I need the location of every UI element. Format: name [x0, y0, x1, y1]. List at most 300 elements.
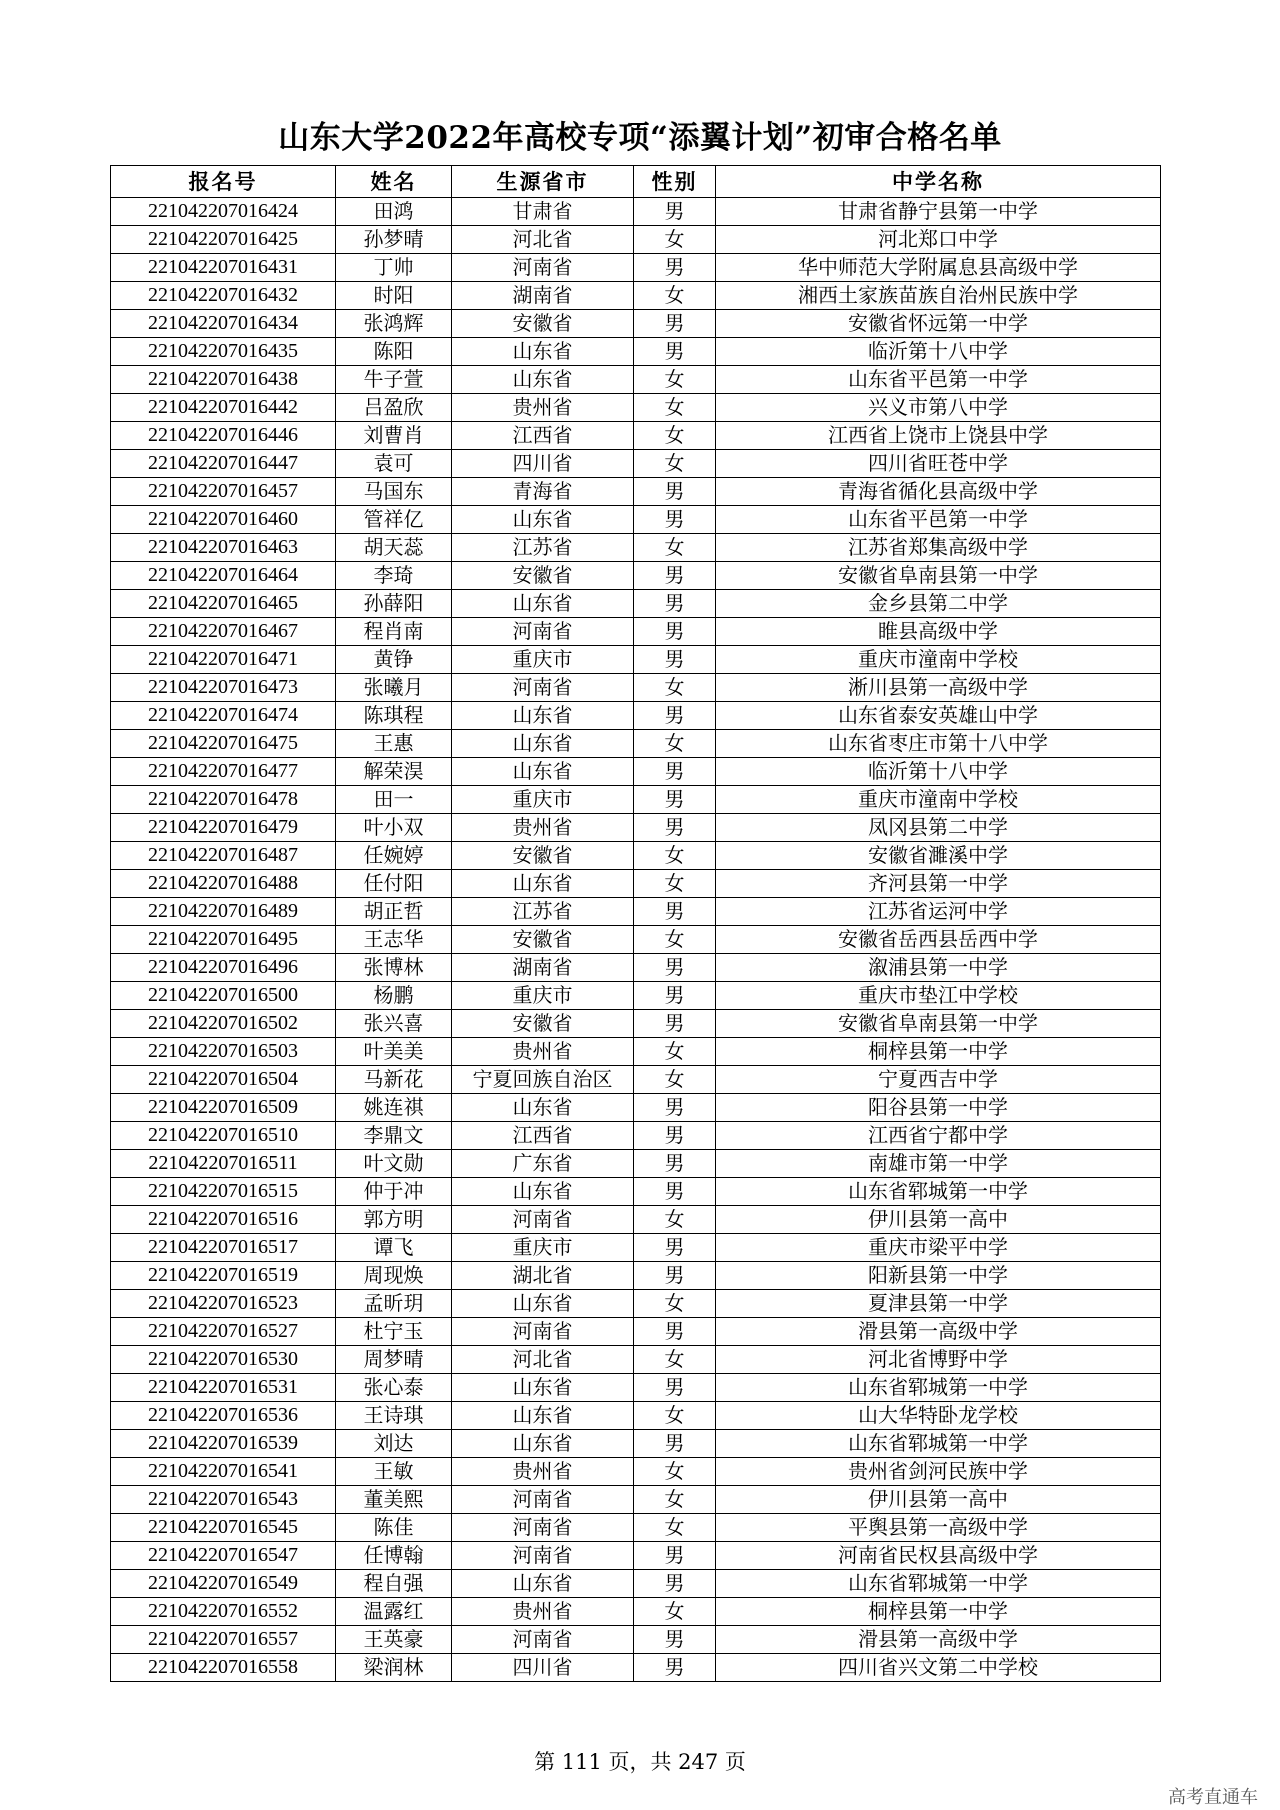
registration-number-cell: 221042207016536: [111, 1402, 336, 1430]
name-cell: 梁润林: [336, 1654, 452, 1682]
gender-cell: 男: [634, 1654, 716, 1682]
registration-number-cell: 221042207016517: [111, 1234, 336, 1262]
gender-cell: 女: [634, 422, 716, 450]
school-cell: 溆浦县第一中学: [716, 954, 1161, 982]
school-cell: 桐梓县第一中学: [716, 1038, 1161, 1066]
table-row: [111, 198, 1161, 226]
province-cell: 山东省: [452, 590, 634, 618]
registration-number-cell: 221042207016489: [111, 898, 336, 926]
table-row: [111, 338, 1161, 366]
province-cell: 广东省: [452, 1150, 634, 1178]
province-cell: 河南省: [452, 1542, 634, 1570]
gender-cell: 女: [634, 394, 716, 422]
province-cell: 贵州省: [452, 1598, 634, 1626]
school-cell: 安徽省濉溪中学: [716, 842, 1161, 870]
registration-number-cell: 221042207016465: [111, 590, 336, 618]
table-row: [111, 926, 1161, 954]
province-cell: 江西省: [452, 1122, 634, 1150]
name-cell: 陈阳: [336, 338, 452, 366]
province-cell: 贵州省: [452, 814, 634, 842]
province-cell: 山东省: [452, 1402, 634, 1430]
name-cell: 王志华: [336, 926, 452, 954]
table-row: [111, 254, 1161, 282]
table-row: [111, 674, 1161, 702]
school-cell: 伊川县第一高中: [716, 1486, 1161, 1514]
school-cell: 山东省郓城第一中学: [716, 1374, 1161, 1402]
table-row: [111, 478, 1161, 506]
table-row: [111, 1206, 1161, 1234]
school-cell: 山东省平邑第一中学: [716, 506, 1161, 534]
name-cell: 时阳: [336, 282, 452, 310]
school-cell: 阳新县第一中学: [716, 1262, 1161, 1290]
gender-cell: 男: [634, 310, 716, 338]
registration-number-cell: 221042207016541: [111, 1458, 336, 1486]
registration-number-cell: 221042207016446: [111, 422, 336, 450]
province-cell: 山东省: [452, 1290, 634, 1318]
table-row: [111, 1430, 1161, 1458]
name-cell: 王英豪: [336, 1626, 452, 1654]
registration-number-cell: 221042207016434: [111, 310, 336, 338]
table-row: [111, 954, 1161, 982]
registration-number-cell: 221042207016488: [111, 870, 336, 898]
name-cell: 谭飞: [336, 1234, 452, 1262]
registration-number-cell: 221042207016487: [111, 842, 336, 870]
school-cell: 江西省上饶市上饶县中学: [716, 422, 1161, 450]
gender-cell: 女: [634, 842, 716, 870]
gender-cell: 女: [634, 1514, 716, 1542]
province-cell: 山东省: [452, 1374, 634, 1402]
province-cell: 青海省: [452, 478, 634, 506]
province-cell: 山东省: [452, 366, 634, 394]
province-cell: 河南省: [452, 1486, 634, 1514]
registration-number-cell: 221042207016558: [111, 1654, 336, 1682]
school-cell: 滑县第一高级中学: [716, 1626, 1161, 1654]
registration-number-cell: 221042207016504: [111, 1066, 336, 1094]
registration-number-cell: 221042207016464: [111, 562, 336, 590]
table-body: [111, 198, 1161, 1682]
province-cell: 重庆市: [452, 786, 634, 814]
province-cell: 重庆市: [452, 1234, 634, 1262]
gender-cell: 女: [634, 1066, 716, 1094]
province-cell: 河南省: [452, 674, 634, 702]
registration-number-cell: 221042207016431: [111, 254, 336, 282]
table-row: [111, 1038, 1161, 1066]
school-cell: 重庆市梁平中学: [716, 1234, 1161, 1262]
school-cell: 山东省郓城第一中学: [716, 1570, 1161, 1598]
registration-number-cell: 221042207016442: [111, 394, 336, 422]
gender-cell: 女: [634, 226, 716, 254]
province-cell: 山东省: [452, 702, 634, 730]
province-cell: 河南省: [452, 1206, 634, 1234]
province-cell: 河南省: [452, 254, 634, 282]
province-cell: 河南省: [452, 1318, 634, 1346]
registration-number-cell: 221042207016527: [111, 1318, 336, 1346]
gender-cell: 女: [634, 1598, 716, 1626]
province-cell: 河北省: [452, 1346, 634, 1374]
province-cell: 山东省: [452, 758, 634, 786]
registration-number-cell: 221042207016475: [111, 730, 336, 758]
table-row: [111, 366, 1161, 394]
name-cell: 李鼎文: [336, 1122, 452, 1150]
gender-cell: 男: [634, 198, 716, 226]
school-cell: 河南省民权县高级中学: [716, 1542, 1161, 1570]
registration-number-cell: 221042207016549: [111, 1570, 336, 1598]
name-cell: 刘曹肖: [336, 422, 452, 450]
gender-cell: 男: [634, 982, 716, 1010]
column-header-registration-number: 报名号: [111, 166, 336, 198]
name-cell: 张兴喜: [336, 1010, 452, 1038]
province-cell: 贵州省: [452, 1038, 634, 1066]
gender-cell: 男: [634, 1542, 716, 1570]
gender-cell: 女: [634, 674, 716, 702]
name-cell: 胡正哲: [336, 898, 452, 926]
table-row: [111, 1514, 1161, 1542]
name-cell: 丁帅: [336, 254, 452, 282]
school-cell: 山大华特卧龙学校: [716, 1402, 1161, 1430]
table-row: [111, 786, 1161, 814]
school-cell: 华中师范大学附属息县高级中学: [716, 254, 1161, 282]
school-cell: 金乡县第二中学: [716, 590, 1161, 618]
gender-cell: 男: [634, 814, 716, 842]
gender-cell: 女: [634, 1206, 716, 1234]
table-row: [111, 1626, 1161, 1654]
school-cell: 阳谷县第一中学: [716, 1094, 1161, 1122]
school-cell: 四川省兴文第二中学校: [716, 1654, 1161, 1682]
province-cell: 四川省: [452, 450, 634, 478]
registration-number-cell: 221042207016435: [111, 338, 336, 366]
name-cell: 孟昕玥: [336, 1290, 452, 1318]
registration-number-cell: 221042207016545: [111, 1514, 336, 1542]
province-cell: 贵州省: [452, 394, 634, 422]
school-cell: 河北省博野中学: [716, 1346, 1161, 1374]
name-cell: 黄铮: [336, 646, 452, 674]
table-row: [111, 506, 1161, 534]
school-cell: 重庆市潼南中学校: [716, 786, 1161, 814]
school-cell: 青海省循化县高级中学: [716, 478, 1161, 506]
province-cell: 江西省: [452, 422, 634, 450]
table-row: [111, 1570, 1161, 1598]
name-cell: 叶美美: [336, 1038, 452, 1066]
gender-cell: 女: [634, 1346, 716, 1374]
province-cell: 山东省: [452, 1430, 634, 1458]
gender-cell: 男: [634, 758, 716, 786]
province-cell: 山东省: [452, 870, 634, 898]
school-cell: 南雄市第一中学: [716, 1150, 1161, 1178]
registration-number-cell: 221042207016495: [111, 926, 336, 954]
gender-cell: 男: [634, 898, 716, 926]
registration-number-cell: 221042207016471: [111, 646, 336, 674]
name-cell: 任付阳: [336, 870, 452, 898]
gender-cell: 女: [634, 1038, 716, 1066]
table-row: [111, 1122, 1161, 1150]
name-cell: 胡天蕊: [336, 534, 452, 562]
name-cell: 任博翰: [336, 1542, 452, 1570]
name-cell: 王诗琪: [336, 1402, 452, 1430]
name-cell: 仲于冲: [336, 1178, 452, 1206]
table-row: [111, 1654, 1161, 1682]
registration-number-cell: 221042207016539: [111, 1430, 336, 1458]
name-cell: 姚连祺: [336, 1094, 452, 1122]
name-cell: 周梦晴: [336, 1346, 452, 1374]
table-row: [111, 1094, 1161, 1122]
table-row: [111, 1486, 1161, 1514]
gender-cell: 女: [634, 282, 716, 310]
gender-cell: 女: [634, 1458, 716, 1486]
registration-number-cell: 221042207016496: [111, 954, 336, 982]
registration-number-cell: 221042207016500: [111, 982, 336, 1010]
name-cell: 杨鹏: [336, 982, 452, 1010]
school-cell: 山东省枣庄市第十八中学: [716, 730, 1161, 758]
column-header-school: 中学名称: [716, 166, 1161, 198]
gender-cell: 男: [634, 1150, 716, 1178]
gender-cell: 女: [634, 1486, 716, 1514]
name-cell: 王惠: [336, 730, 452, 758]
name-cell: 孙薛阳: [336, 590, 452, 618]
province-cell: 山东省: [452, 1178, 634, 1206]
school-cell: 安徽省阜南县第一中学: [716, 1010, 1161, 1038]
registration-number-cell: 221042207016473: [111, 674, 336, 702]
table-row: [111, 1346, 1161, 1374]
province-cell: 重庆市: [452, 982, 634, 1010]
gender-cell: 男: [634, 338, 716, 366]
province-cell: 安徽省: [452, 310, 634, 338]
table-row: [111, 310, 1161, 338]
page-number: 第 111 页，共 247 页: [534, 1750, 746, 1774]
gender-cell: 男: [634, 1010, 716, 1038]
name-cell: 董美熙: [336, 1486, 452, 1514]
school-cell: 伊川县第一高中: [716, 1206, 1161, 1234]
registration-number-cell: 221042207016447: [111, 450, 336, 478]
school-cell: 重庆市潼南中学校: [716, 646, 1161, 674]
name-cell: 吕盈欣: [336, 394, 452, 422]
table-row: [111, 646, 1161, 674]
registration-number-cell: 221042207016543: [111, 1486, 336, 1514]
province-cell: 宁夏回族自治区: [452, 1066, 634, 1094]
registration-number-cell: 221042207016438: [111, 366, 336, 394]
name-cell: 任婉婷: [336, 842, 452, 870]
registration-number-cell: 221042207016531: [111, 1374, 336, 1402]
school-cell: 安徽省怀远第一中学: [716, 310, 1161, 338]
school-cell: 山东省郓城第一中学: [716, 1178, 1161, 1206]
table-row: [111, 590, 1161, 618]
school-cell: 重庆市垫江中学校: [716, 982, 1161, 1010]
school-cell: 河北郑口中学: [716, 226, 1161, 254]
table-row: [111, 1318, 1161, 1346]
school-cell: 临沂第十八中学: [716, 338, 1161, 366]
name-cell: 马国东: [336, 478, 452, 506]
name-cell: 陈佳: [336, 1514, 452, 1542]
table-row: [111, 562, 1161, 590]
province-cell: 湖南省: [452, 954, 634, 982]
province-cell: 山东省: [452, 1570, 634, 1598]
name-cell: 郭方明: [336, 1206, 452, 1234]
gender-cell: 女: [634, 870, 716, 898]
gender-cell: 男: [634, 562, 716, 590]
school-cell: 宁夏西吉中学: [716, 1066, 1161, 1094]
school-cell: 夏津县第一中学: [716, 1290, 1161, 1318]
school-cell: 睢县高级中学: [716, 618, 1161, 646]
school-cell: 湘西土家族苗族自治州民族中学: [716, 282, 1161, 310]
registration-number-cell: 221042207016432: [111, 282, 336, 310]
watermark: 高考直通车: [1168, 1787, 1258, 1808]
table-row: [111, 1598, 1161, 1626]
table-row: [111, 730, 1161, 758]
gender-cell: 男: [634, 1262, 716, 1290]
name-cell: 李琦: [336, 562, 452, 590]
school-cell: 山东省郓城第一中学: [716, 1430, 1161, 1458]
registration-number-cell: 221042207016477: [111, 758, 336, 786]
gender-cell: 男: [634, 254, 716, 282]
column-header-province: 生源省市: [452, 166, 634, 198]
province-cell: 四川省: [452, 1654, 634, 1682]
gender-cell: 男: [634, 1122, 716, 1150]
registration-number-cell: 221042207016515: [111, 1178, 336, 1206]
table-row: [111, 1010, 1161, 1038]
table-row: [111, 1290, 1161, 1318]
gender-cell: 女: [634, 1402, 716, 1430]
registration-number-cell: 221042207016511: [111, 1150, 336, 1178]
name-cell: 程自强: [336, 1570, 452, 1598]
name-cell: 马新花: [336, 1066, 452, 1094]
gender-cell: 男: [634, 506, 716, 534]
registration-number-cell: 221042207016530: [111, 1346, 336, 1374]
table-row: [111, 842, 1161, 870]
registration-number-cell: 221042207016479: [111, 814, 336, 842]
registration-number-cell: 221042207016516: [111, 1206, 336, 1234]
registration-number-cell: 221042207016460: [111, 506, 336, 534]
school-cell: 安徽省阜南县第一中学: [716, 562, 1161, 590]
province-cell: 河南省: [452, 1514, 634, 1542]
name-cell: 程肖南: [336, 618, 452, 646]
registration-number-cell: 221042207016547: [111, 1542, 336, 1570]
school-cell: 江西省宁都中学: [716, 1122, 1161, 1150]
school-cell: 临沂第十八中学: [716, 758, 1161, 786]
name-cell: 田鸿: [336, 198, 452, 226]
registration-number-cell: 221042207016425: [111, 226, 336, 254]
school-cell: 贵州省剑河民族中学: [716, 1458, 1161, 1486]
name-cell: 张博林: [336, 954, 452, 982]
gender-cell: 男: [634, 1234, 716, 1262]
registration-number-cell: 221042207016509: [111, 1094, 336, 1122]
table-row: [111, 618, 1161, 646]
province-cell: 贵州省: [452, 1458, 634, 1486]
table-row: [111, 898, 1161, 926]
school-cell: 甘肃省静宁县第一中学: [716, 198, 1161, 226]
school-cell: 桐梓县第一中学: [716, 1598, 1161, 1626]
table-row: [111, 1402, 1161, 1430]
gender-cell: 女: [634, 450, 716, 478]
name-cell: 管祥亿: [336, 506, 452, 534]
gender-cell: 男: [634, 1374, 716, 1402]
table-row: [111, 1150, 1161, 1178]
table-row: [111, 1458, 1161, 1486]
gender-cell: 女: [634, 534, 716, 562]
registration-number-cell: 221042207016474: [111, 702, 336, 730]
registration-number-cell: 221042207016478: [111, 786, 336, 814]
gender-cell: 男: [634, 1094, 716, 1122]
gender-cell: 男: [634, 1178, 716, 1206]
page-title: 山东大学2022年高校专项“添翼计划”初审合格名单: [278, 120, 1002, 156]
province-cell: 河南省: [452, 618, 634, 646]
name-cell: 温露红: [336, 1598, 452, 1626]
province-cell: 安徽省: [452, 562, 634, 590]
province-cell: 湖南省: [452, 282, 634, 310]
province-cell: 江苏省: [452, 534, 634, 562]
school-cell: 安徽省岳西县岳西中学: [716, 926, 1161, 954]
gender-cell: 女: [634, 1290, 716, 1318]
name-cell: 刘达: [336, 1430, 452, 1458]
name-cell: 陈琪程: [336, 702, 452, 730]
school-cell: 凤冈县第二中学: [716, 814, 1161, 842]
table-row: [111, 1374, 1161, 1402]
province-cell: 河北省: [452, 226, 634, 254]
table-row: [111, 982, 1161, 1010]
province-cell: 山东省: [452, 338, 634, 366]
registration-number-cell: 221042207016510: [111, 1122, 336, 1150]
column-header-gender: 性别: [634, 166, 716, 198]
registration-number-cell: 221042207016424: [111, 198, 336, 226]
table-row: [111, 758, 1161, 786]
registration-number-cell: 221042207016552: [111, 1598, 336, 1626]
table-row: [111, 534, 1161, 562]
province-cell: 江苏省: [452, 898, 634, 926]
school-cell: 山东省泰安英雄山中学: [716, 702, 1161, 730]
school-cell: 兴义市第八中学: [716, 394, 1161, 422]
name-cell: 王敏: [336, 1458, 452, 1486]
gender-cell: 男: [634, 1430, 716, 1458]
table-row: [111, 226, 1161, 254]
school-cell: 四川省旺苍中学: [716, 450, 1161, 478]
name-cell: 叶小双: [336, 814, 452, 842]
gender-cell: 女: [634, 926, 716, 954]
gender-cell: 男: [634, 1570, 716, 1598]
table-row: [111, 814, 1161, 842]
name-cell: 解荣淏: [336, 758, 452, 786]
province-cell: 安徽省: [452, 842, 634, 870]
table-row: [111, 702, 1161, 730]
gender-cell: 男: [634, 1318, 716, 1346]
table-row: [111, 1234, 1161, 1262]
gender-cell: 男: [634, 954, 716, 982]
province-cell: 安徽省: [452, 1010, 634, 1038]
table-row: [111, 1066, 1161, 1094]
province-cell: 重庆市: [452, 646, 634, 674]
name-cell: 袁可: [336, 450, 452, 478]
registration-number-cell: 221042207016502: [111, 1010, 336, 1038]
table-row: [111, 450, 1161, 478]
table-row: [111, 282, 1161, 310]
school-cell: 滑县第一高级中学: [716, 1318, 1161, 1346]
school-cell: 淅川县第一高级中学: [716, 674, 1161, 702]
registration-number-cell: 221042207016457: [111, 478, 336, 506]
name-cell: 张曦月: [336, 674, 452, 702]
province-cell: 湖北省: [452, 1262, 634, 1290]
registration-number-cell: 221042207016467: [111, 618, 336, 646]
province-cell: 山东省: [452, 1094, 634, 1122]
name-cell: 田一: [336, 786, 452, 814]
name-cell: 牛子萱: [336, 366, 452, 394]
province-cell: 安徽省: [452, 926, 634, 954]
name-cell: 孙梦晴: [336, 226, 452, 254]
school-cell: 平舆县第一高级中学: [716, 1514, 1161, 1542]
registration-number-cell: 221042207016523: [111, 1290, 336, 1318]
column-header-name: 姓名: [336, 166, 452, 198]
gender-cell: 女: [634, 366, 716, 394]
gender-cell: 男: [634, 786, 716, 814]
gender-cell: 男: [634, 618, 716, 646]
gender-cell: 男: [634, 702, 716, 730]
gender-cell: 男: [634, 646, 716, 674]
